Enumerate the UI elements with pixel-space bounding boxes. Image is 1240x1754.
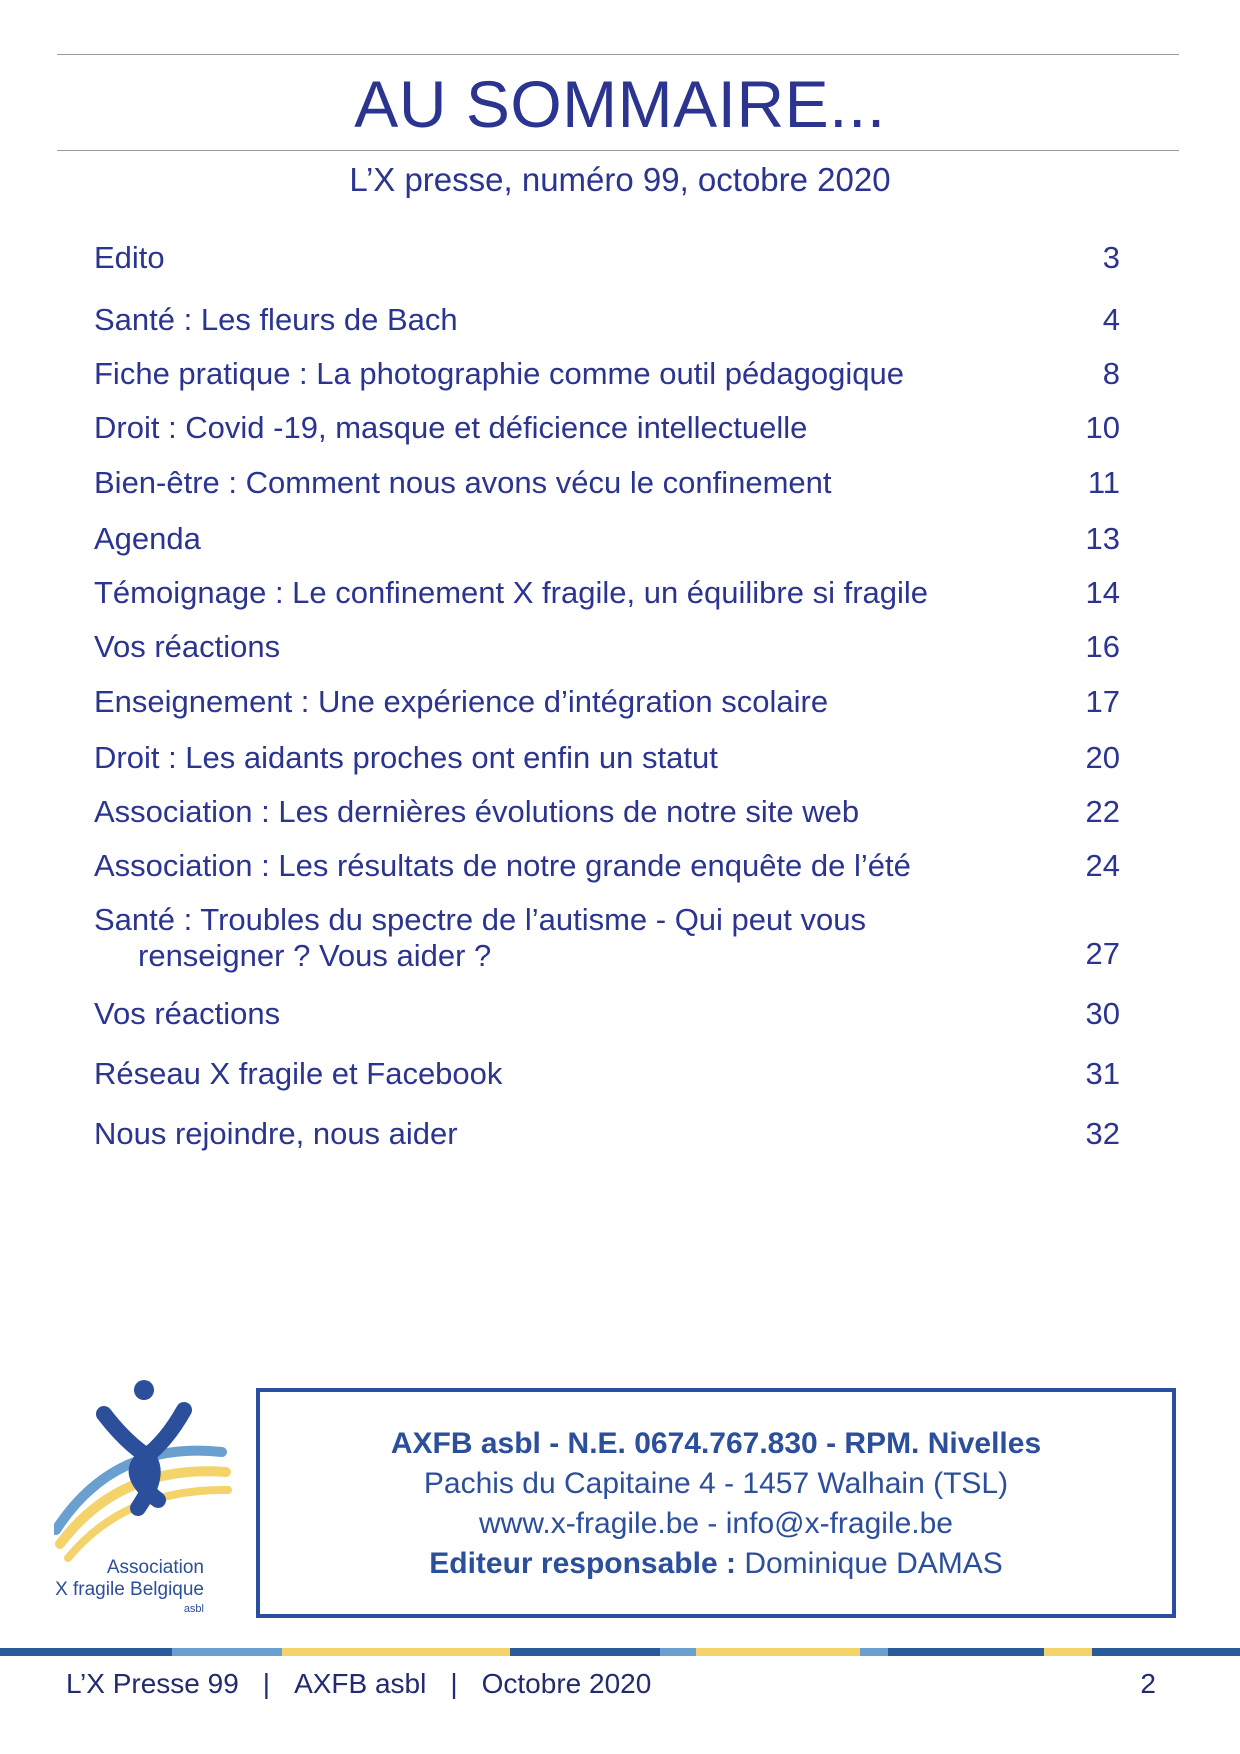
- editor-name: Dominique DAMAS: [744, 1547, 1003, 1580]
- footer-separator: |: [262, 1668, 271, 1699]
- page-title: AU SOMMAIRE...: [354, 67, 886, 141]
- toc-entry-title: [94, 521, 994, 557]
- toc-entry-page: 32: [1085, 1116, 1120, 1151]
- issue-subtitle: L’X presse, numéro 99, octobre 2020: [349, 161, 891, 198]
- editor-line: [260, 1544, 1172, 1584]
- org-contact: www.x-fragile.be - info@x-fragile.be: [479, 1507, 953, 1540]
- toc-entry-page: 20: [1085, 740, 1120, 775]
- toc-entry-page: 10: [1085, 410, 1120, 445]
- toc-entry-title-line: Santé : Les fleurs de Bach: [94, 302, 458, 337]
- toc-entry-title-line: Association : Les dernières évolutions de notre site web: [94, 794, 860, 829]
- toc-entry-title: [94, 848, 994, 884]
- toc-entry-title: [94, 1116, 994, 1152]
- toc-entry-page: 30: [1085, 996, 1120, 1031]
- editor-label: Editeur responsable :: [429, 1547, 736, 1580]
- footer-date: Octobre 2020: [481, 1668, 652, 1699]
- toc-entry-title-continuation: renseigner ? Vous aider ?: [138, 938, 492, 973]
- toc-entry-page: 31: [1085, 1056, 1120, 1091]
- toc-entry-page: 3: [1102, 240, 1120, 275]
- toc-entry-title: [94, 740, 994, 776]
- toc-entry-title: [94, 302, 994, 338]
- toc-entry-title: [94, 684, 994, 720]
- toc-entry-title-line: Agenda: [94, 521, 201, 556]
- toc-entry-page: 17: [1085, 684, 1120, 719]
- toc-entry-title-line: Vos réactions: [94, 996, 281, 1031]
- footer-page-number: 2: [1140, 1668, 1156, 1699]
- toc-entry-title: [94, 1056, 994, 1092]
- toc-entry-page: 16: [1085, 629, 1120, 664]
- toc-entry-page: 27: [1085, 936, 1120, 971]
- toc-entry-title: [94, 996, 994, 1032]
- toc-entry-page: 24: [1085, 848, 1120, 883]
- footer-org: AXFB asbl: [294, 1668, 427, 1699]
- toc-entry-title-line: Fiche pratique : La photographie comme outil pédagogique: [94, 356, 904, 391]
- toc-entry-title-line: Association : Les résultats de notre grande enquête de l’été: [94, 848, 911, 883]
- top-rule: [57, 54, 1179, 55]
- toc-entry-title-line: Témoignage : Le confinement X fragile, un équilibre si fragile: [94, 575, 929, 610]
- publisher-info-box: [256, 1388, 1176, 1618]
- toc-entry-title: [94, 356, 994, 392]
- toc-entry-page: 22: [1085, 794, 1120, 829]
- footer-separator: |: [450, 1668, 458, 1699]
- toc-entry-title-line: Santé : Troubles du spectre de l’autisme - Qui peut vous: [94, 902, 866, 937]
- toc-entry-title-line: Vos réactions: [94, 629, 281, 664]
- page-footer: [66, 1666, 651, 1702]
- footer-color-bar: [0, 1648, 1240, 1656]
- toc-entry-title-line: Enseignement : Une expérience d’intégration scolaire: [94, 684, 829, 719]
- org-address: Pachis du Capitaine 4 - 1457 Walhain (TSL): [423, 1467, 1009, 1500]
- toc-entry-title-line: Nous rejoindre, nous aider: [94, 1116, 458, 1151]
- logo-text-name: X fragile Belgique: [55, 1579, 204, 1600]
- toc-entry-title: [94, 410, 994, 446]
- logo-text-asbl: asbl: [183, 1603, 204, 1615]
- toc-entry-title-line: Edito: [94, 240, 165, 275]
- footer-publication: L’X Presse 99: [66, 1668, 239, 1699]
- title-rule: [57, 150, 1179, 151]
- toc-entry-title-line: Droit : Covid -19, masque et déficience intellectuelle: [94, 410, 808, 445]
- toc-entry-title-line: Bien-être : Comment nous avons vécu le confinement: [94, 465, 832, 500]
- toc-entry-page: 14: [1085, 575, 1120, 610]
- toc-entry-title: [94, 465, 994, 501]
- toc-entry-title-line: Droit : Les aidants proches ont enfin un statut: [94, 740, 718, 775]
- toc-entry-page: 13: [1085, 521, 1120, 556]
- toc-entry-title: [94, 902, 994, 974]
- logo-text-association: Association: [106, 1557, 204, 1578]
- toc-entry-title: [94, 629, 994, 665]
- toc-entry-title: [94, 575, 994, 611]
- toc-entry-title-line: Réseau X fragile et Facebook: [94, 1056, 503, 1091]
- toc-entry-page: 11: [1087, 465, 1120, 500]
- toc-entry-title: [94, 240, 994, 276]
- toc-entry-page: 8: [1102, 356, 1120, 391]
- x-fragile-logo-icon: [54, 1380, 234, 1620]
- toc-entry-title: [94, 794, 994, 830]
- org-registration: AXFB asbl - N.E. 0674.767.830 - RPM. Nivelles: [390, 1427, 1042, 1460]
- toc-entry-page: 4: [1102, 302, 1120, 337]
